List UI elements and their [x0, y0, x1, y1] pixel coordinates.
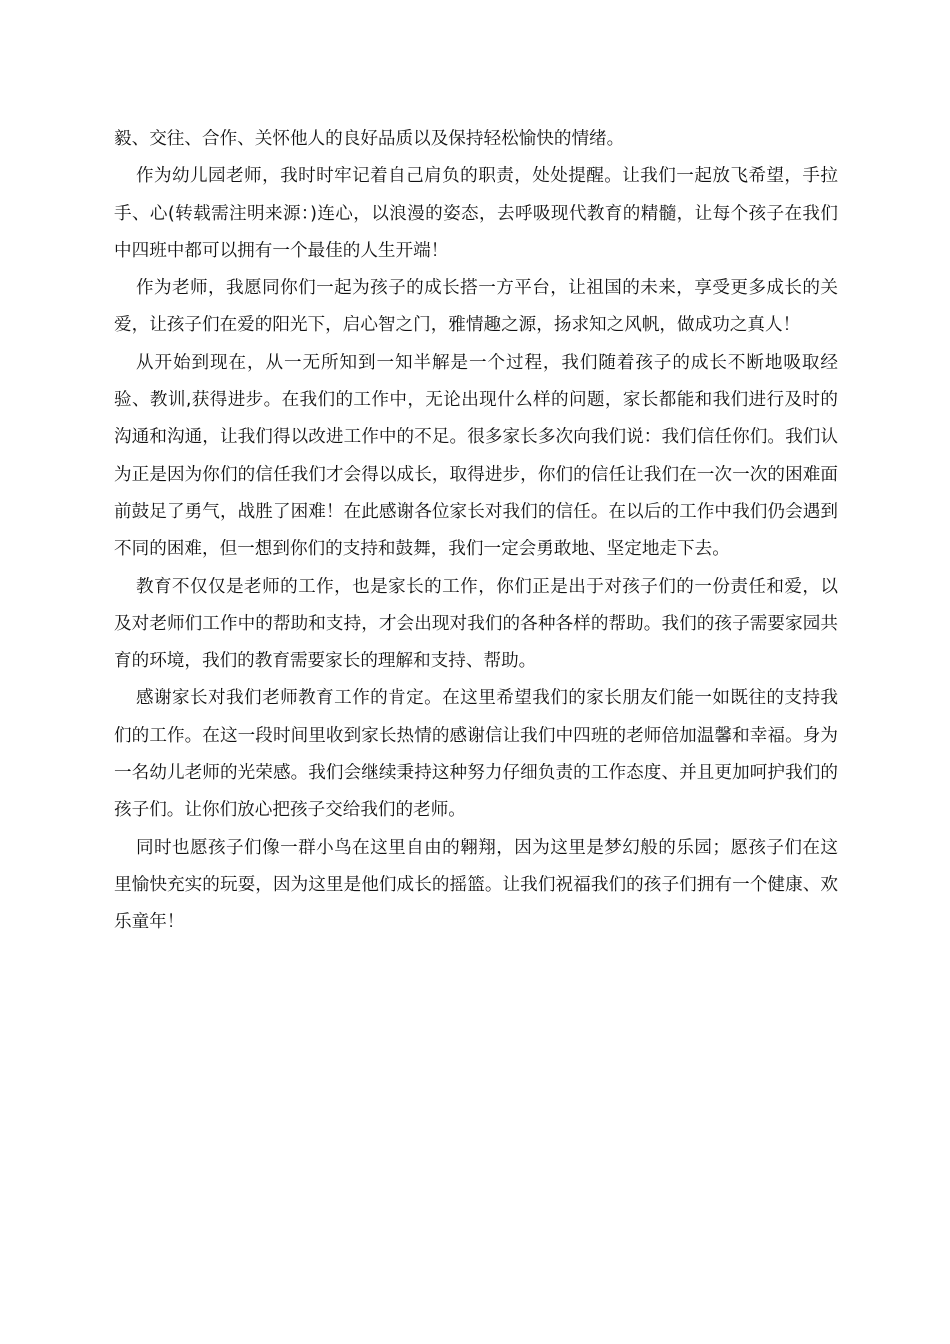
paragraph-trust: 从开始到现在，从一无所知到一知半解是一个过程，我们随着孩子的成长不断地吸取经验、教训,获得进步。在我们的工作中，无论出现什么样的问题，家长都能和我们进行及时的沟通和沟通，让我们得以改进工作中的不足。很多家长多次向我们说：我们信任你们。我们认为正是因为你们的信任我们才会得以成长，取得进步，你们的信任让我们在一次一次的困难面前鼓足了勇气，战胜了困难！在此感谢各位家长对我们的信任。在以后的工作中我们仍会遇到不同的困难，但一想到你们的支持和鼓舞，我们一定会勇敢地、坚定地走下去。 [114, 352, 838, 560]
paragraph-thanks: 感谢家长对我们老师教育工作的肯定。在这里希望我们的家长朋友们能一如既往的支持我们的工作。在这一段时间里收到家长热情的感谢信让我们中四班的老师倍加温馨和幸福。身为一名幼儿老师的光荣感。我们会继续秉持这种努力仔细负责的工作态度、并且更加呵护我们的孩子们。让你们放心把孩子交给我们的老师。 [114, 688, 838, 821]
paragraph-continuation: 毅、交往、合作、关怀他人的良好品质以及保持轻松愉快的情绪。 [114, 129, 625, 149]
paragraph-teacher-duty: 作为幼儿园老师，我时时牢记着自己肩负的职责，处处提醒。让我们一起放飞希望，手拉手、心(转载需注明来源：)连心，以浪漫的姿态，去呼吸现代教育的精髓，让每个孩子在我们中四班中都可以拥有一个最佳的人生开端！ [114, 166, 838, 261]
paragraph-platform: 作为老师，我愿同你们一起为孩子的成长搭一方平台，让祖国的未来，享受更多成长的关爱，让孩子们在爱的阳光下，启心智之门，雅情趣之源，扬求知之风帆，做成功之真人！ [114, 278, 838, 336]
document-body [114, 121, 838, 942]
paragraph-cooperation: 教育不仅仅是老师的工作，也是家长的工作，你们正是出于对孩子们的一份责任和爱，以及对老师们工作中的帮助和支持，才会出现对我们的各种各样的帮助。我们的孩子需要家园共育的环境，我们的教育需要家长的理解和支持、帮助。 [114, 576, 838, 672]
paragraph-wishes: 同时也愿孩子们像一群小鸟在这里自由的翱翔，因为这里是梦幻般的乐园；愿孩子们在这里愉快充实的玩耍，因为这里是他们成长的摇篮。让我们祝福我们的孩子们拥有一个健康、欢乐童年！ [114, 837, 838, 933]
